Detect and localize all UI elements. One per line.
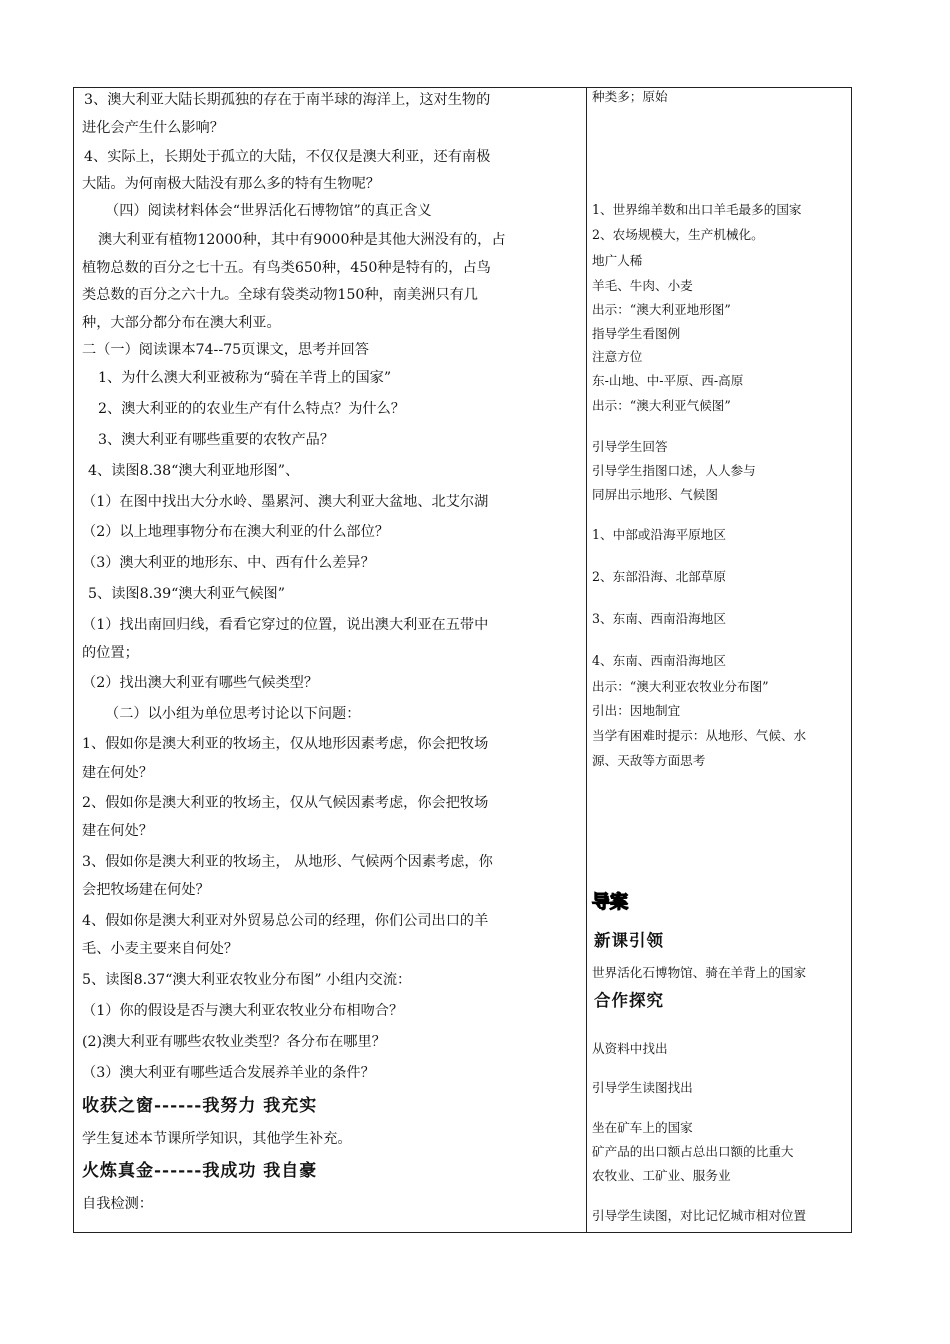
note-line: 矿产品的出口额占总出口额的比重大 — [592, 1144, 794, 1159]
question-item: （3）澳大利亚的地形东、中、西有什么差异？ — [82, 555, 375, 571]
note-line: 1、世界绵羊数和出口羊毛最多的国家 — [592, 202, 802, 217]
note-line: 2、农场规模大，生产机械化。 — [592, 227, 764, 242]
cooperation-heading: 合作探究 — [594, 991, 664, 1010]
text-line: 植物总数的百分之七十五。有鸟类650种，450种是特有的，占鸟 — [82, 260, 491, 276]
guide-title: 导案 — [592, 892, 628, 913]
note-line: 种类多；原始 — [592, 89, 668, 104]
note-line: 引导学生回答 — [592, 439, 668, 454]
note-line: 引出：因地制宜 — [592, 703, 681, 718]
question-item: （1）找出南回归线，看看它穿过的位置，说出澳大利亚在五带中 — [82, 617, 489, 633]
section-heading: （四）阅读材料体会“世界活化石博物馆”的真正含义 — [105, 203, 432, 219]
text-line: 进化会产生什么影响？ — [82, 120, 224, 136]
text-line: 毛、小麦主要来自何处？ — [82, 941, 239, 957]
note-line: 指导学生看图例 — [592, 326, 681, 341]
question-item: 1、假如你是澳大利亚的牧场主，仅从地形因素考虑，你会把牧场 — [82, 736, 489, 752]
note-line: 出示：“澳大利亚地形图” — [592, 302, 731, 317]
note-line: 引导学生指图口述，人人参与 — [592, 463, 756, 478]
text-line: 澳大利亚有植物12000种，其中有9000种是其他大洲没有的，占 — [98, 232, 506, 248]
note-line: 注意方位 — [592, 349, 643, 364]
new-lesson-text: 世界活化石博物馆、骑在羊背上的国家 — [592, 965, 807, 980]
question-item: （1）在图中找出大分水岭、墨累河、澳大利亚大盆地、北艾尔湖 — [82, 494, 489, 510]
question-item: 3、澳大利亚有哪些重要的农牧产品？ — [98, 432, 335, 448]
note-line: 出示：“澳大利亚农牧业分布图” — [592, 679, 769, 694]
test-text: 自我检测： — [82, 1196, 153, 1212]
text-line: 类总数的百分之六十九。全球有袋类动物150种，南美洲只有几 — [82, 287, 478, 303]
text-line: 种，大部分都分布在澳大利亚。 — [82, 315, 281, 331]
harvest-text: 学生复述本节课所学知识，其他学生补充。 — [82, 1131, 352, 1147]
text-line: 4、实际上，长期处于孤立的大陆，不仅仅是澳大利亚，还有南极 — [84, 149, 491, 165]
note-line: 地广人稀 — [592, 253, 643, 268]
question-item: 2、澳大利亚的的农业生产有什么特点？为什么？ — [98, 401, 405, 417]
note-line: 当学有困难时提示：从地形、气候、水 — [592, 728, 807, 743]
note-line: 4、东南、西南沿海地区 — [592, 653, 726, 668]
note-line: 羊毛、牛肉、小麦 — [592, 278, 693, 293]
text-line: 3、澳大利亚大陆长期孤独的存在于南半球的海洋上，这对生物的 — [84, 92, 491, 108]
text-line: 建在何处？ — [82, 765, 153, 781]
question-item: 5、读图8.37“澳大利亚农牧业分布图” 小组内交流： — [82, 972, 412, 988]
question-item: （1）你的假设是否与澳大利亚农牧业分布相吻合？ — [82, 1003, 404, 1019]
section-heading: （二）以小组为单位思考讨论以下问题： — [105, 706, 361, 722]
question-item: 4、假如你是澳大利亚对外贸易总公司的经理，你们公司出口的羊 — [82, 913, 489, 929]
question-item: 1、为什么澳大利亚被称为“骑在羊背上的国家” — [98, 370, 392, 386]
note-line: 2、东部沿海、北部草原 — [592, 569, 726, 584]
text-line: 大陆。为何南极大陆没有那么多的特有生物呢？ — [82, 176, 380, 192]
text-line: 会把牧场建在何处？ — [82, 882, 210, 898]
note-line: 引导学生读图，对比记忆城市相对位置 — [592, 1208, 807, 1223]
note-line: 同屏出示地形、气候图 — [592, 487, 718, 502]
question-item: 5、读图8.39“澳大利亚气候图” — [88, 586, 285, 602]
question-item: (2)澳大利亚有哪些农牧业类型？各分布在哪里？ — [82, 1034, 386, 1050]
note-line: 引导学生读图找出 — [592, 1080, 693, 1095]
question-item: （3）澳大利亚有哪些适合发展养羊业的条件？ — [82, 1065, 375, 1081]
note-line: 坐在矿车上的国家 — [592, 1120, 693, 1135]
question-item: 3、假如你是澳大利亚的牧场主， 从地形、气候两个因素考虑，你 — [82, 854, 493, 870]
note-line: 出示：“澳大利亚气候图” — [592, 398, 731, 413]
question-item: 2、假如你是澳大利亚的牧场主，仅从气候因素考虑，你会把牧场 — [82, 795, 489, 811]
note-line: 东-山地、中-平原、西-高原 — [592, 373, 744, 388]
text-line: 建在何处？ — [82, 823, 153, 839]
note-line: 1、中部或沿海平原地区 — [592, 527, 726, 542]
question-item: 4、读图8.38“澳大利亚地形图”、 — [88, 463, 300, 479]
note-line: 源、天敌等方面思考 — [592, 753, 706, 768]
section-heading: 二（一）阅读课本74--75页课文，思考并回答 — [82, 342, 369, 358]
harvest-heading: 收获之窗------我努力 我充实 — [82, 1096, 318, 1116]
question-item: （2）找出澳大利亚有哪些气候类型？ — [82, 675, 319, 691]
note-line: 3、东南、西南沿海地区 — [592, 611, 726, 626]
column-divider — [586, 87, 587, 1233]
question-item: （2）以上地理事物分布在澳大利亚的什么部位？ — [82, 524, 389, 540]
note-line: 农牧业、工矿业、服务业 — [592, 1168, 731, 1183]
text-line: 的位置； — [82, 645, 139, 661]
test-heading: 火炼真金------我成功 我自豪 — [82, 1161, 318, 1181]
note-line: 从资料中找出 — [592, 1041, 668, 1056]
new-lesson-heading: 新课引领 — [594, 931, 664, 950]
